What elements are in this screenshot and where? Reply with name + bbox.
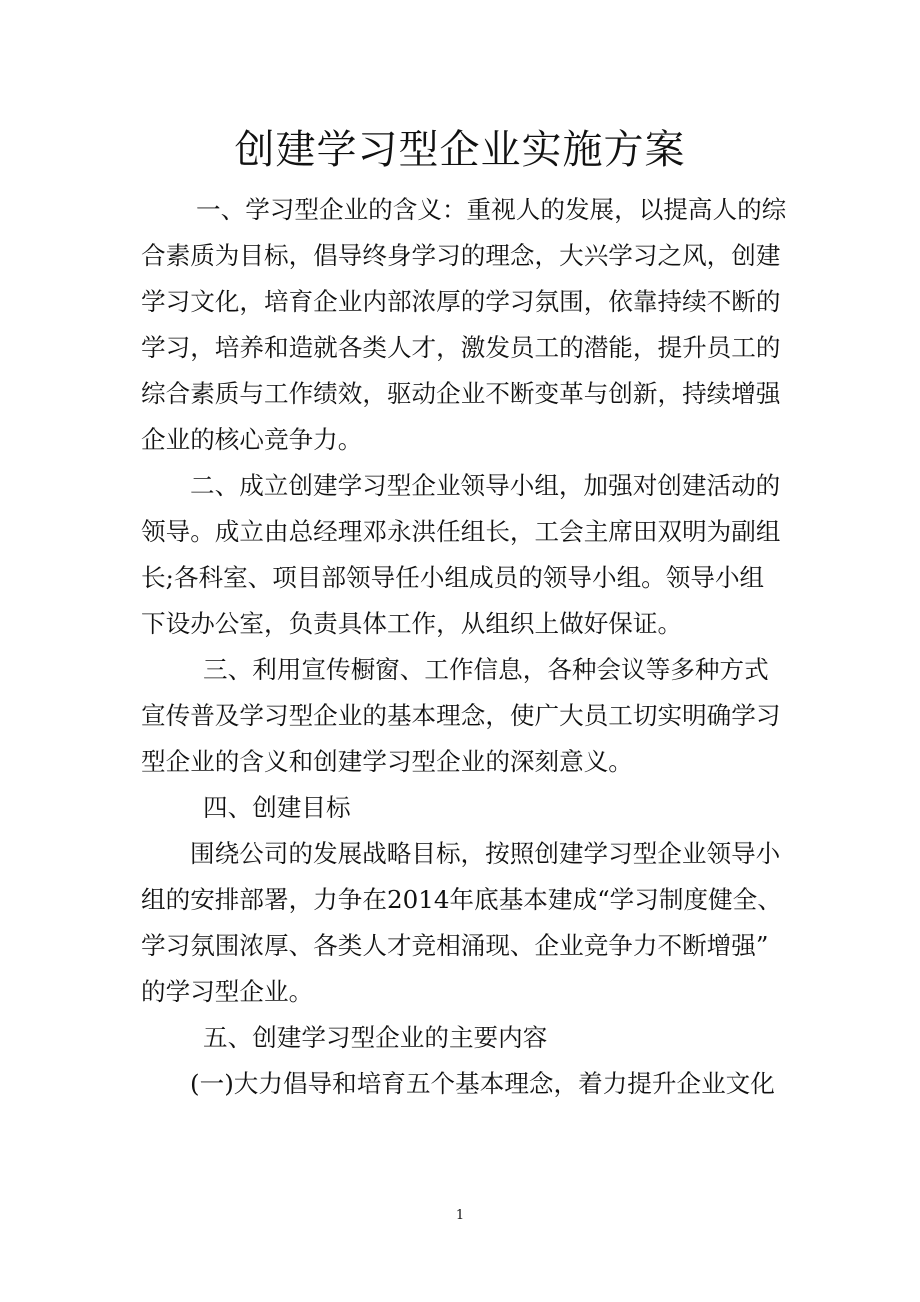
section-heading: 五、创建学习型企业的主要内容 <box>203 1023 548 1052</box>
paragraph-line: 综合素质与工作绩效，驱动企业不断变革与创新，持续增强 <box>141 379 781 408</box>
paragraph-line: 合素质为目标，倡导终身学习的理念，大兴学习之风，创建 <box>141 241 781 270</box>
paragraph-line: 领导。成立由总经理邓永洪任组长，工会主席田双明为副组 <box>141 517 781 546</box>
paragraph-line: 三、利用宣传橱窗、工作信息，各种会议等多种方式 <box>203 655 769 684</box>
paragraph-line: 下设办公室，负责具体工作，从组织上做好保证。 <box>141 609 683 638</box>
paragraph-line: 企业的核心竞争力。 <box>141 425 363 454</box>
page-number: 1 <box>455 1208 465 1223</box>
paragraph-line: 学习氛围浓厚、各类人才竞相涌现、企业竞争力不断增强” <box>141 931 769 960</box>
paragraph-line: 学习文化，培育企业内部浓厚的学习氛围，依靠持续不断的 <box>141 287 781 316</box>
paragraph-line: 学习，培养和造就各类人才，激发员工的潜能，提升员工的 <box>141 333 781 362</box>
paragraph-line: 宣传普及学习型企业的基本理念，使广大员工切实明确学习 <box>141 701 781 730</box>
section-heading: 四、创建目标 <box>203 793 351 822</box>
paragraph-line: 围绕公司的发展战略目标，按照创建学习型企业领导小 <box>190 839 781 868</box>
paragraph-line: 二、成立创建学习型企业领导小组，加强对创建活动的 <box>190 471 781 500</box>
document-title: 创建学习型企业实施方案 <box>234 127 686 173</box>
paragraph-line: 型企业的含义和创建学习型企业的深刻意义。 <box>141 747 633 776</box>
paragraph-line: 的学习型企业。 <box>141 977 314 1006</box>
paragraph-line: 长;各科室、项目部领导任小组成员的领导小组。领导小组 <box>141 563 765 592</box>
paragraph-line: 组的安排部署，力争在2014年底基本建成“学习制度健全、 <box>141 885 782 914</box>
paragraph-line: 一、学习型企业的含义：重视人的发展，以提高人的综 <box>196 195 787 224</box>
document-body <box>141 187 786 1107</box>
subsection-heading: (一)大力倡导和培育五个基本理念，着力提升企业文化 <box>190 1069 775 1098</box>
